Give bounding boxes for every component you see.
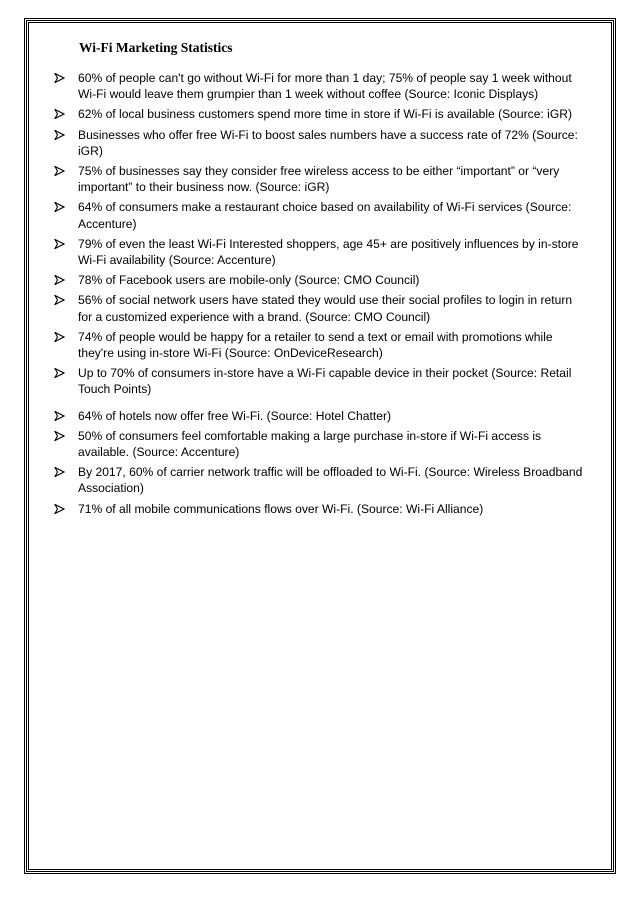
arrowhead-bullet-icon (54, 295, 65, 305)
list-item-text: 60% of people can't go without Wi-Fi for more than 1 day; 75% of people say 1 week without Wi-Fi would leave them grumpier than 1 week without coffee (Source: Iconic Displays) (78, 71, 572, 102)
list-item (46, 329, 586, 361)
arrowhead-bullet-icon (54, 368, 65, 378)
arrowhead-bullet-icon (54, 467, 65, 477)
arrowhead-bullet-icon (54, 275, 65, 285)
arrowhead-bullet-icon (54, 202, 65, 212)
list-item-text: 64% of hotels now offer free Wi-Fi. (Source: Hotel Chatter) (78, 408, 391, 423)
list-item-text: 50% of consumers feel comfortable making a large purchase in-store if Wi-Fi access is available. (Source: Accenture) (78, 428, 542, 460)
arrowhead-bullet-icon (54, 504, 65, 514)
list-item-text: 62% of local business customers spend more time in store if Wi-Fi is available (Source: iGR) (78, 107, 573, 122)
list-item (46, 464, 586, 496)
list-item (46, 272, 586, 288)
list-item-text: 56% of social network users have stated they would use their social profiles to login in return for a customized experience with a brand. (Source: CMO Council) (78, 293, 573, 324)
list-item-text: 79% of even the least Wi-Fi Interested shoppers, age 45+ are positively influences by in-store Wi-Fi availability (Source: Accenture) (78, 236, 579, 268)
list-item (46, 428, 586, 460)
list-item (46, 199, 586, 231)
page-title: Wi-Fi Marketing Statistics (79, 40, 233, 55)
list-item-text: 75% of businesses say they consider free wireless access to be either “important” or “very important” to their business now. (Source: iGR) (78, 164, 560, 195)
list-item (46, 501, 586, 517)
list-item (46, 106, 586, 122)
arrowhead-bullet-icon (54, 166, 65, 176)
arrowhead-bullet-icon (54, 109, 65, 119)
list-item (46, 236, 586, 268)
list-item (46, 408, 586, 424)
statistics-list (46, 70, 586, 521)
list-item (46, 163, 586, 195)
list-item-text: 64% of consumers make a restaurant choice based on availability of Wi-Fi services (Source: Accenture) (78, 200, 572, 231)
arrowhead-bullet-icon (54, 332, 65, 342)
list-item-text: Businesses who offer free Wi-Fi to boost sales numbers have a success rate of 72% (Source: iGR) (78, 127, 578, 158)
list-item-text: 78% of Facebook users are mobile-only (Source: CMO Council) (78, 273, 420, 288)
list-item (46, 70, 586, 102)
arrowhead-bullet-icon (54, 73, 65, 83)
list-item-text: 74% of people would be happy for a retailer to send a text or email with promotions while they're using in-store Wi-Fi (Source: OnDeviceResearch) (78, 329, 553, 361)
list-item-text: Up to 70% of consumers in-store have a Wi-Fi capable device in their pocket (Source: Retail Touch Points) (78, 366, 572, 397)
list-item (46, 365, 586, 397)
list-item (46, 292, 586, 324)
list-item-text: 71% of all mobile communications flows over Wi-Fi. (Source: Wi-Fi Alliance) (78, 501, 484, 516)
list-item-text: By 2017, 60% of carrier network traffic will be offloaded to Wi-Fi. (Source: Wireless Broadband Association) (78, 465, 583, 496)
arrowhead-bullet-icon (54, 431, 65, 441)
arrowhead-bullet-icon (54, 411, 65, 421)
arrowhead-bullet-icon (54, 130, 65, 140)
arrowhead-bullet-icon (54, 239, 65, 249)
list-item (46, 127, 586, 159)
